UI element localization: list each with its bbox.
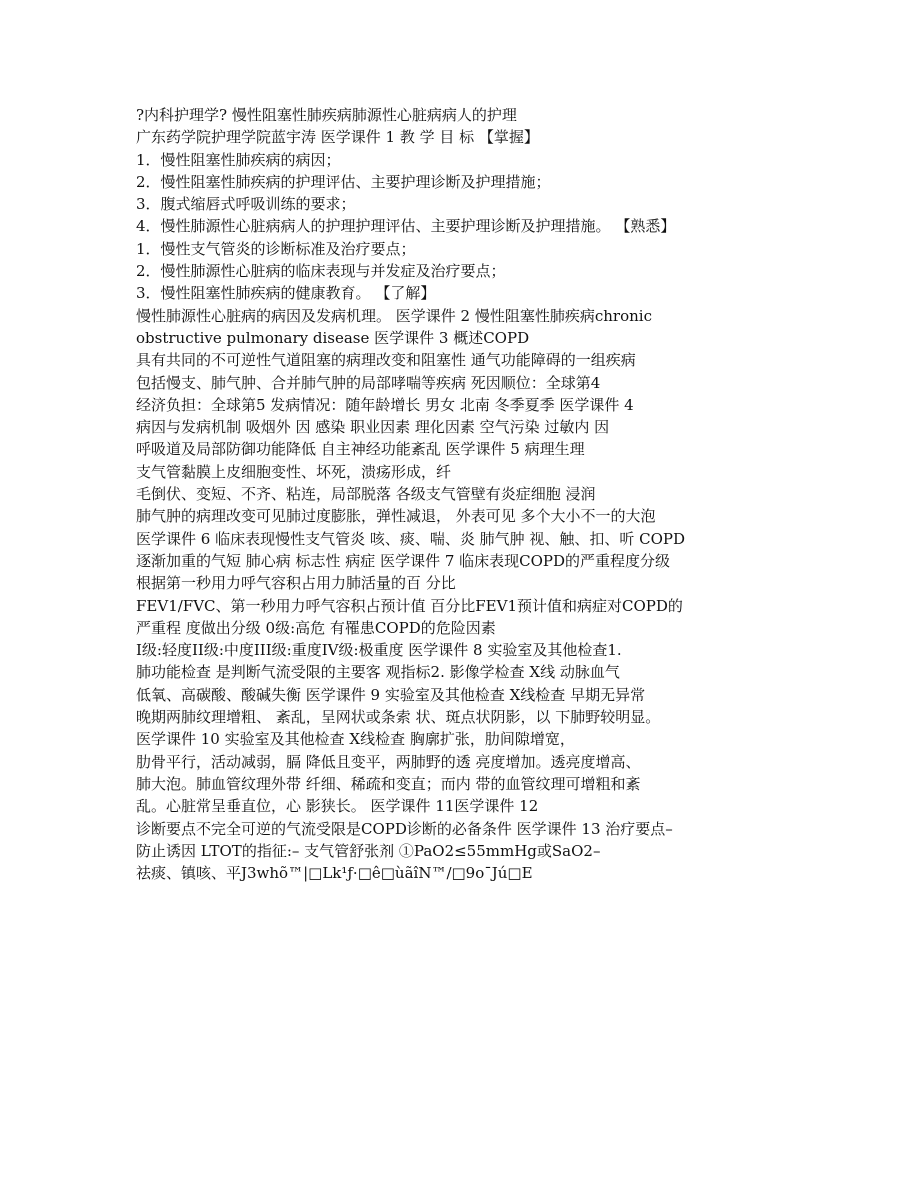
document-title-line: ?内科护理学? 慢性阻塞性肺疾病肺源性心脏病病人的护理 bbox=[136, 106, 517, 124]
text-line: 1．慢性阻塞性肺疾病的病因； bbox=[136, 150, 341, 169]
text-line: 医学课件 10 实验室及其他检查 X线检查 胸廓扩张，肋间隙增宽， bbox=[136, 730, 575, 749]
text-line: 祛痰、镇咳、平J3whõ™|□Lk¹ƒ·□ê□ùãîN™/□9o¯Jú□E bbox=[136, 864, 533, 883]
text-line: 慢性肺源性心脏病的病因及发病机理。 医学课件 2 慢性阻塞性肺疾病chronic bbox=[136, 306, 652, 325]
text-line: 低氧、高碳酸、酸碱失衡 医学课件 9 实验室及其他检查 X线检查 早期无异常 bbox=[136, 685, 646, 704]
text-line: 呼吸道及局部防御功能降低 自主神经功能紊乱 医学课件 5 病理生理 bbox=[136, 440, 585, 459]
text-line: 病因与发病机制 吸烟外 因 感染 职业因素 理化因素 空气污染 过敏内 因 bbox=[136, 418, 610, 437]
text-line: 肺功能检查 是判断气流受限的主要客 观指标2. 影像学检查 X线 动脉血气 bbox=[136, 663, 620, 682]
text-line: 严重程 度做出分级 0级:高危 有罹患COPD的危险因素 bbox=[136, 618, 496, 637]
text-line: 诊断要点不完全可逆的气流受限是COPD诊断的必备条件 医学课件 13 治疗要点– bbox=[136, 819, 673, 838]
text-line: 肺气肿的病理改变可见肺过度膨胀，弹性减退， 外表可见 多个大小不一的大泡 bbox=[136, 507, 656, 526]
text-line: I级:轻度II级:中度III级:重度IV级:极重度 医学课件 8 实验室及其他检查1. bbox=[136, 641, 622, 660]
text-line: 2．慢性阻塞性肺疾病的护理评估、主要护理诊断及护理措施； bbox=[136, 172, 551, 191]
text-line: 乱。心脏常呈垂直位，心 影狭长。 医学课件 11医学课件 12 bbox=[136, 797, 539, 816]
document-text-block bbox=[136, 104, 796, 884]
text-line: obstructive pulmonary disease 医学课件 3 概述COPD bbox=[136, 328, 530, 347]
text-line: 肋骨平行，活动减弱，膈 降低且变平，两肺野的透 亮度增加。透亮度增高、 bbox=[136, 752, 641, 771]
text-line: 2．慢性肺源性心脏病的临床表现与并发症及治疗要点； bbox=[136, 262, 506, 281]
text-line: 3．慢性阻塞性肺疾病的健康教育。 【了解】 bbox=[136, 284, 436, 303]
text-line: 防止诱因 LTOT的指征:– 支气管舒张剂 ①PaO2≤55mmHg或SaO2– bbox=[136, 841, 601, 860]
text-line: 晚期两肺纹理增粗、 紊乱，呈网状或条索 状、斑点状阴影，以 下肺野较明显。 bbox=[136, 708, 661, 727]
text-line: 肺大泡。肺血管纹理外带 纤细、稀疏和变直；而内 带的血管纹理可增粗和紊 bbox=[136, 774, 641, 793]
text-line: FEV1/FVC、第一秒用力呼气容积占预计值 百分比FEV1预计值和病症对COPD的 bbox=[136, 596, 683, 615]
text-line: 广东药学院护理学院蓝宇涛 医学课件 1 教 学 目 标 【掌握】 bbox=[136, 128, 539, 147]
text-line: 包括慢支、肺气肿、合并肺气肿的局部哮喘等疾病 死因顺位：全球第4 bbox=[136, 373, 601, 392]
text-line: 经济负担：全球第5 发病情况：随年龄增长 男女 北南 冬季夏季 医学课件 4 bbox=[136, 395, 634, 414]
text-line: 具有共同的不可逆性气道阻塞的病理改变和阻塞性 通气功能障碍的一组疾病 bbox=[136, 351, 636, 370]
text-line: 3．腹式缩唇式呼吸训练的要求； bbox=[136, 195, 356, 214]
text-line: 逐渐加重的气短 肺心病 标志性 病症 医学课件 7 临床表现COPD的严重程度分级 bbox=[136, 551, 671, 570]
text-line: 医学课件 6 临床表现慢性支气管炎 咳、痰、喘、炎 肺气肿 视、触、扣、听 COPD bbox=[136, 529, 686, 548]
text-line: 支气管黏膜上皮细胞变性、坏死，溃疡形成，纤 bbox=[136, 462, 452, 481]
text-line: 1．慢性支气管炎的诊断标准及治疗要点； bbox=[136, 239, 416, 258]
text-line: 根据第一秒用力呼气容积占用力肺活量的百 分比 bbox=[136, 574, 456, 593]
text-line: 4．慢性肺源性心脏病病人的护理护理评估、主要护理诊断及护理措施。 【熟悉】 bbox=[136, 217, 676, 236]
text-line: 毛倒伏、变短、不齐、粘连，局部脱落 各级支气管壁有炎症细胞 浸润 bbox=[136, 485, 596, 504]
